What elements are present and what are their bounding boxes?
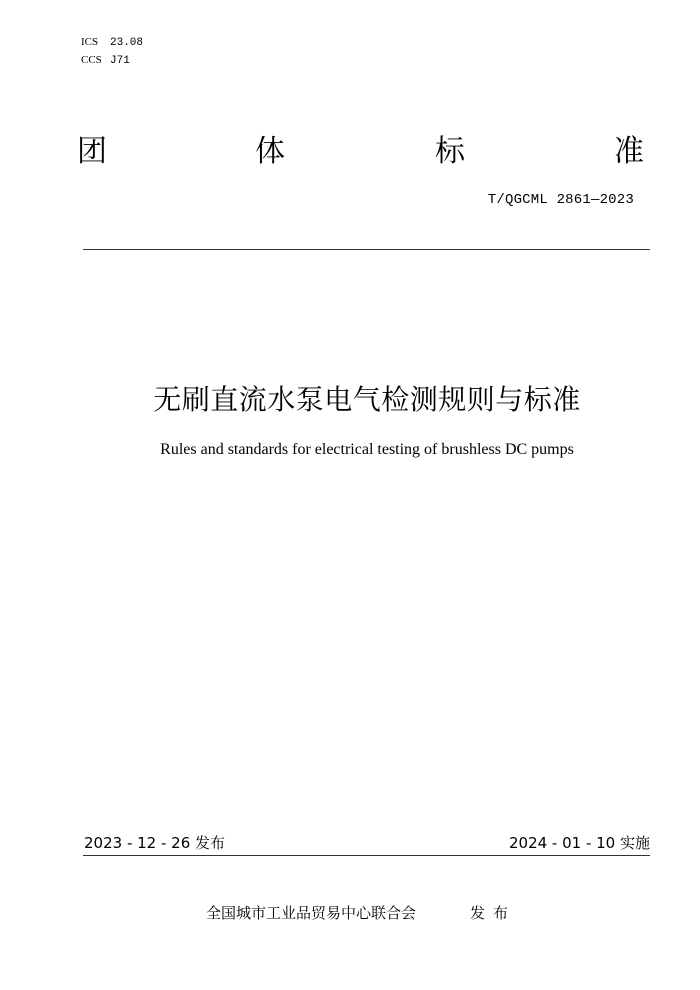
publisher-name: 全国城市工业品贸易中心联合会 bbox=[206, 904, 417, 922]
standard-number: T/QGCML 2861—2023 bbox=[487, 192, 634, 208]
ccs-code-row bbox=[81, 53, 130, 68]
ccs-value: J71 bbox=[110, 55, 130, 67]
header-char-tuan: 团 bbox=[77, 134, 107, 169]
header-char-ti: 体 bbox=[255, 134, 285, 169]
ics-code-row bbox=[81, 35, 143, 50]
publish-date: 2023 - 12 - 26 发布 bbox=[84, 834, 226, 852]
issue-label: 发布 bbox=[470, 904, 517, 922]
header-char-biao: 标 bbox=[435, 134, 465, 169]
ics-value: 23.08 bbox=[110, 37, 144, 49]
title-chinese: 无刷直流水泵电气检测规则与标准 bbox=[153, 383, 581, 416]
footer-divider bbox=[83, 855, 650, 856]
title-english: Rules and standards for electrical testing of brushless DC pumps bbox=[160, 441, 574, 458]
implement-date: 2024 - 01 - 10 实施 bbox=[508, 834, 650, 852]
ics-label: ICS bbox=[81, 36, 99, 48]
ccs-label: CCS bbox=[81, 54, 102, 66]
header-char-zhun: 准 bbox=[614, 134, 644, 169]
header-divider bbox=[83, 249, 650, 250]
